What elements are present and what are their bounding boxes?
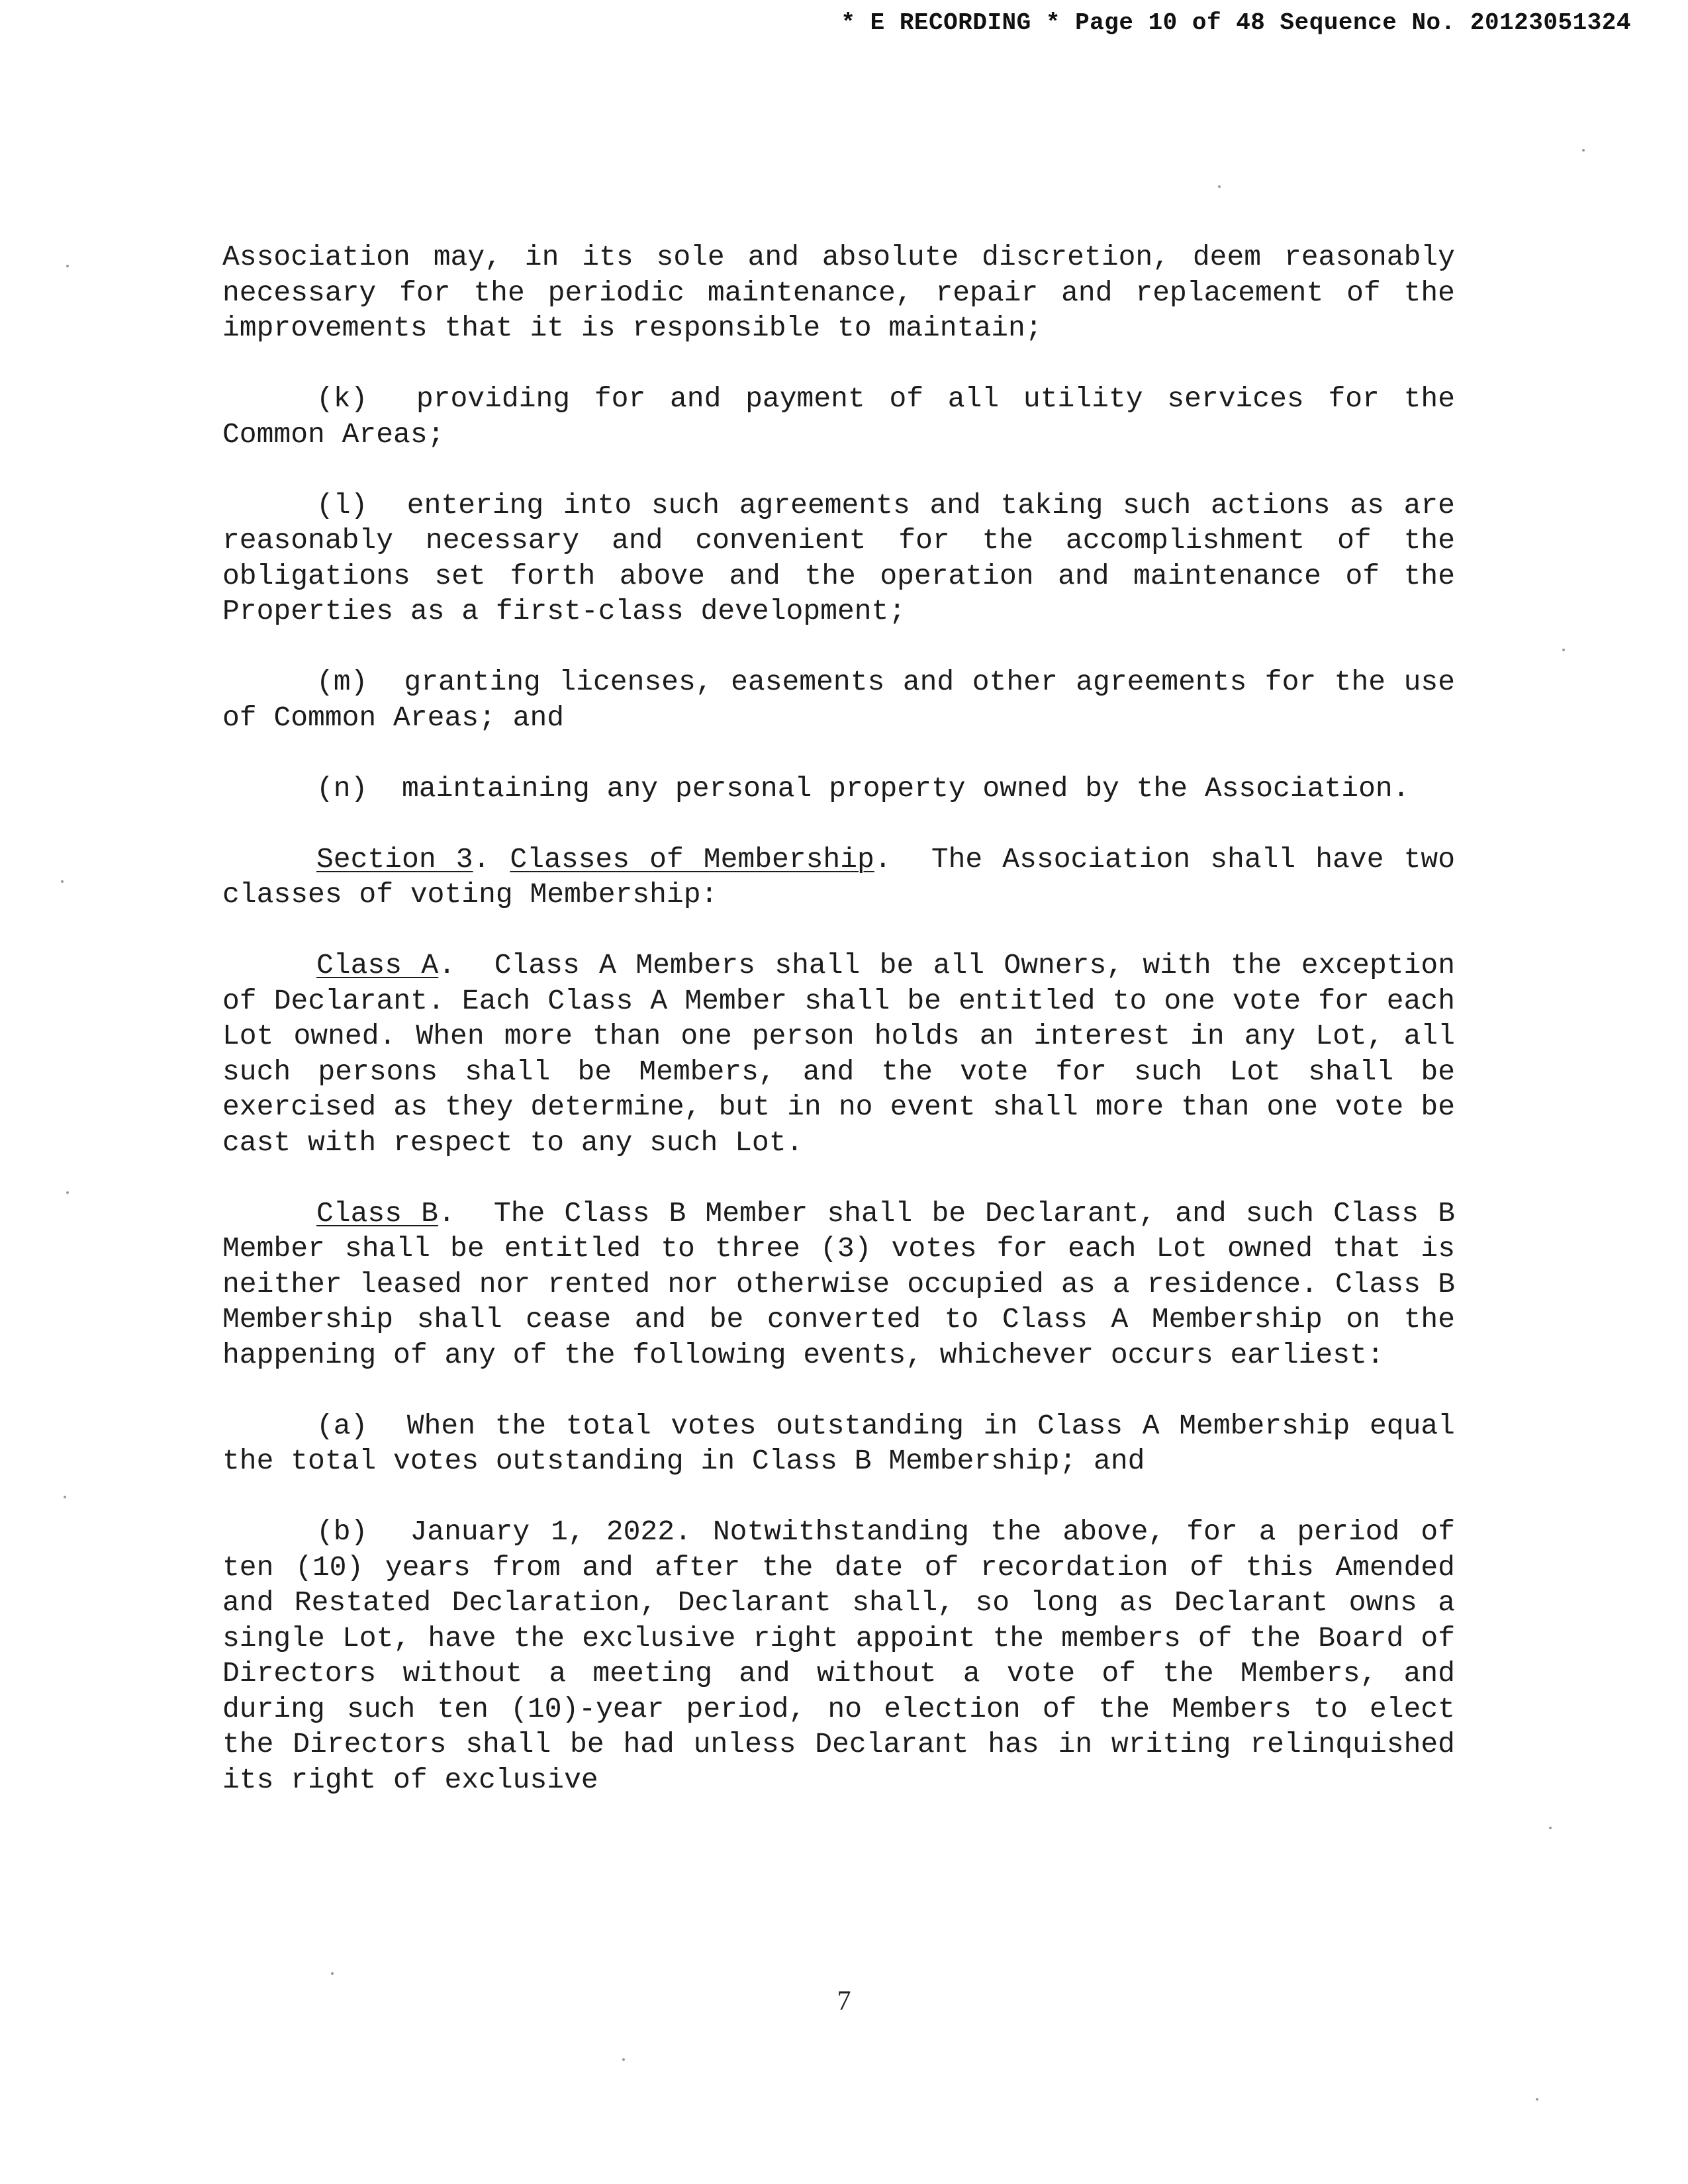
scan-speck [64,1496,66,1498]
scan-speck [61,880,64,883]
period: . [473,842,491,876]
period: . [438,949,456,981]
paragraph-text: maintaining any personal property owned by the Association. [402,772,1410,805]
recording-header: * E RECORDING * Page 10 of 48 Sequence No. 20123051324 [841,9,1631,36]
class-b-paragraph [222,1196,1455,1373]
paragraph-text: The Class B Member shall be Declarant, and such Class B Member shall be entitled to three (3) votes for each Lot owned that is neither leased nor rented nor otherwise occupied as a residence. Class B Membership shall cease and be converted to Class A Membership on the happening of any of the following events, whichever occurs earliest: [222,1197,1456,1371]
paragraph-text: Association may, in its sole and absolute discretion, deem reasonably necessary for the periodic maintenance, repair and replacement of the improvements that it is responsible to maintain; [222,241,1455,344]
item-label: (a) [316,1409,368,1442]
class-a-paragraph [222,948,1455,1160]
paragraph-k [222,381,1455,452]
paragraph-text: The Association shall have two classes of voting Membership: [222,842,1456,911]
section-3-paragraph [222,842,1455,913]
class-heading: Class B [316,1197,438,1230]
paragraph-text: January 1, 2022. Notwithstanding the above, for a period of ten (10) years from and after the date of recordation of this Amended and Restated Declaration, Declarant shall, so long as Declarant owns a single Lot, have the exclusive right appoint the members of the Board of Directors without a meeting and without a vote of the Members, and during such ten (10)-year period, no election of the Members to elect the Directors shall be had unless Declarant has in writing relinquished its right of exclusive [222,1516,1456,1796]
scan-speck [1562,649,1565,651]
section-title: Classes of Membership [510,842,874,876]
scan-speck [331,1972,334,1975]
paragraph-m [222,664,1455,735]
paragraph-text: When the total votes outstanding in Class A Membership equal the total votes outstanding in Class B Membership; and [222,1409,1455,1477]
item-label: (k) [316,383,368,415]
scan-speck [66,1191,69,1194]
paragraph-b [222,1514,1455,1797]
scan-speck [622,2058,625,2061]
paragraph-text: entering into such agreements and taking such actions as are reasonably necessary and convenient for the accomplishment of the obligations set forth above and the operation and maintenance of the Properties as a first-class development; [222,488,1455,627]
class-heading: Class A [316,949,439,981]
paragraph-l [222,488,1455,629]
scan-speck [1549,1827,1552,1829]
document-body [222,240,1455,1833]
paragraph-text: providing for and payment of all utility services for the Common Areas; [222,383,1455,451]
period: . [874,842,892,876]
scan-speck [1218,185,1221,188]
scan-speck [1582,149,1585,152]
item-label: (b) [316,1516,368,1548]
section-heading: Section 3 [316,842,473,876]
item-label: (n) [316,772,368,805]
item-label: (m) [316,666,368,698]
item-label: (l) [316,488,368,522]
scan-speck [1536,2098,1538,2101]
paragraph-text: granting licenses, easements and other agreements for the use of Common Areas; and [222,666,1456,734]
paragraph-text: Class A Members shall be all Owners, with the exception of Declarant. Each Class A Member shall be entitled to one vote for each Lot owned. When more than one person holds an interest in any Lot, all such persons shall be Members, and the vote for such Lot shall be exercised as they determine, but in no event shall more than one vote be cast with respect to any such Lot. [222,949,1456,1159]
paragraph-j-continuation [222,240,1455,346]
scan-speck [66,265,69,267]
paragraph-a [222,1408,1455,1479]
page-number: 7 [837,1986,851,2017]
period: . [438,1197,455,1230]
paragraph-n [222,771,1455,807]
